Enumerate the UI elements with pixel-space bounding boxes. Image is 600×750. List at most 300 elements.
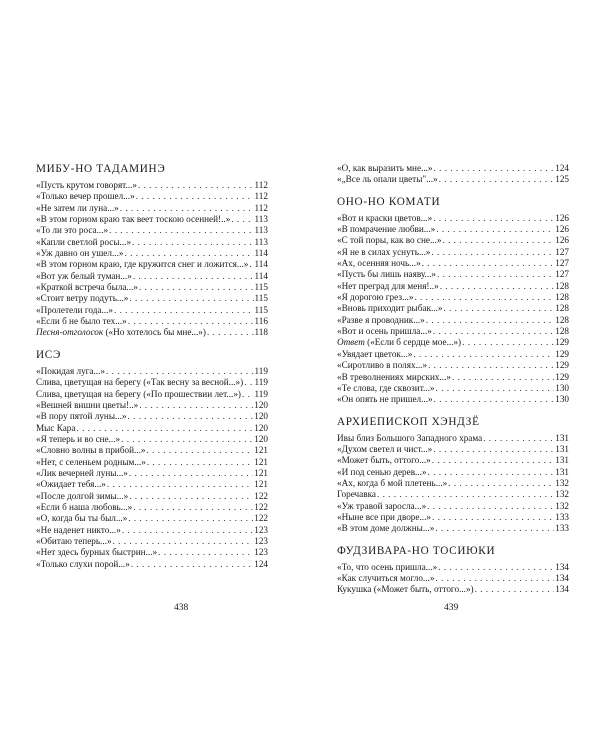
toc-entry-title bbox=[36, 559, 130, 570]
toc-entry-page: 127 bbox=[555, 246, 569, 257]
toc-entry-title bbox=[36, 259, 248, 270]
toc-entry-title bbox=[36, 468, 128, 479]
toc-entry bbox=[36, 237, 268, 248]
toc-entry bbox=[337, 394, 569, 405]
toc-entry-page: 122 bbox=[254, 501, 268, 512]
toc-entry-title-text: Кукушка («Может быть, оттого...») bbox=[337, 584, 474, 595]
dot-leader bbox=[436, 224, 554, 235]
toc-entry bbox=[337, 163, 569, 174]
toc-entry bbox=[36, 191, 268, 202]
dot-leader bbox=[128, 411, 254, 422]
dot-leader bbox=[431, 247, 554, 258]
toc-entry bbox=[36, 327, 268, 338]
dot-leader bbox=[249, 259, 253, 270]
toc-entry-title bbox=[36, 327, 206, 338]
dot-leader bbox=[133, 271, 254, 282]
toc-entry-title bbox=[337, 315, 425, 326]
toc-entry bbox=[36, 400, 268, 411]
toc-entry bbox=[337, 523, 569, 534]
toc-entry-title bbox=[36, 445, 146, 456]
toc-entry-title-text: «То, что осень пришла...» bbox=[337, 561, 438, 572]
dot-leader bbox=[133, 502, 253, 513]
toc-entry-page: 125 bbox=[555, 174, 569, 185]
toc-entry-title bbox=[36, 513, 127, 524]
toc-entry-title-text: «Духом светел и чист...» bbox=[337, 443, 433, 454]
dot-leader bbox=[433, 444, 554, 455]
toc-entry-page: 129 bbox=[555, 371, 569, 382]
toc-entry bbox=[36, 547, 268, 558]
dot-leader bbox=[414, 292, 554, 303]
dot-leader bbox=[207, 327, 254, 338]
toc-entry-title-text: «Стоит ветру подуть...» bbox=[36, 293, 129, 304]
toc-entry-title-text: «Может быть, оттого...» bbox=[337, 455, 431, 466]
toc-entry bbox=[36, 282, 268, 293]
toc-entry-title bbox=[337, 372, 451, 383]
toc-entry bbox=[337, 455, 569, 466]
toc-entry-page: 115 bbox=[254, 282, 268, 293]
dot-leader bbox=[432, 512, 554, 523]
dot-leader bbox=[462, 337, 554, 348]
toc-entry bbox=[337, 512, 569, 523]
toc-entry-page: 123 bbox=[254, 524, 268, 535]
toc-entry-page: 122 bbox=[254, 490, 268, 501]
toc-entry-title-text: «Ожидает тебя...» bbox=[36, 479, 106, 490]
toc-entry-page: 120 bbox=[254, 399, 268, 410]
toc-entry-page: 128 bbox=[555, 303, 569, 314]
toc-entry bbox=[36, 389, 268, 400]
dot-leader bbox=[244, 377, 253, 388]
toc-entry bbox=[36, 468, 268, 479]
toc-entry bbox=[36, 479, 268, 490]
toc-entry-title-italic: Песня-отголосок bbox=[36, 327, 104, 338]
dot-leader bbox=[442, 235, 554, 246]
dot-leader bbox=[428, 360, 554, 371]
section-heading: ИСЭ bbox=[36, 348, 62, 361]
toc-entry bbox=[337, 562, 569, 573]
toc-entry bbox=[337, 174, 569, 185]
toc-entry-title bbox=[36, 191, 135, 202]
dot-leader bbox=[147, 445, 254, 456]
toc-entry-title-text: «Капли светлой росы...» bbox=[36, 236, 132, 247]
toc-entry-title bbox=[36, 366, 105, 377]
toc-entry-page: 121 bbox=[254, 467, 268, 478]
dot-leader bbox=[426, 315, 554, 326]
toc-entry-title-text: «Словно волны в прибой...» bbox=[36, 445, 146, 456]
toc-entry-title-text: «Ах, когда б мой плетень...» bbox=[337, 477, 448, 488]
toc-entry-page: 133 bbox=[555, 523, 569, 534]
right-page-contents bbox=[337, 163, 569, 606]
dot-leader bbox=[122, 525, 253, 536]
toc-entry-page: 126 bbox=[555, 224, 569, 235]
toc-entry bbox=[337, 213, 569, 224]
toc-entry bbox=[36, 423, 268, 434]
toc-entry bbox=[337, 269, 569, 280]
dot-leader bbox=[483, 433, 554, 444]
dot-leader bbox=[106, 366, 254, 377]
toc-entry-page: 130 bbox=[555, 382, 569, 393]
toc-entry-page: 118 bbox=[254, 327, 268, 338]
toc-entry-title bbox=[36, 180, 137, 191]
toc-entry-title bbox=[337, 394, 433, 405]
toc-entry-title bbox=[36, 203, 119, 214]
toc-entry-title bbox=[36, 293, 128, 304]
toc-entry-title-text: «Пусть крутом говорят...» bbox=[36, 180, 137, 190]
toc-entry bbox=[36, 366, 268, 377]
toc-entry-title-text: «О, когда бы ты был...» bbox=[36, 513, 128, 524]
toc-entry-title bbox=[337, 235, 441, 246]
dot-leader bbox=[121, 434, 253, 445]
toc-entry-title bbox=[337, 326, 432, 337]
toc-entry-page: 123 bbox=[254, 547, 268, 558]
dot-leader bbox=[435, 523, 554, 534]
toc-entry-page: 129 bbox=[555, 337, 569, 348]
toc-entry-page: 128 bbox=[555, 326, 569, 337]
toc-entry-page: 126 bbox=[555, 212, 569, 223]
toc-entry bbox=[36, 180, 268, 191]
toc-entry-title bbox=[36, 214, 230, 225]
toc-entry bbox=[337, 433, 569, 444]
toc-entry-page: 130 bbox=[555, 394, 569, 405]
section-heading: ОНО-НО КОМАТИ bbox=[337, 195, 441, 208]
toc-entry bbox=[36, 457, 268, 468]
dot-leader bbox=[129, 293, 253, 304]
toc-entry-title-text: «Только вечер прошел...» bbox=[36, 191, 135, 202]
toc-entry bbox=[337, 372, 569, 383]
toc-entry bbox=[36, 559, 268, 570]
toc-entry-title-text: «После долгой зимы...» bbox=[36, 490, 129, 501]
toc-entry-page: 129 bbox=[555, 360, 569, 371]
toc-entry-title-text: «Покидая луга...» bbox=[36, 365, 105, 376]
toc-entry-page: 132 bbox=[555, 500, 569, 511]
toc-entry-title-text: «Я не в силах уснуть...» bbox=[337, 246, 431, 257]
toc-entry-title bbox=[337, 349, 412, 360]
toc-entry-title bbox=[36, 377, 243, 388]
dot-leader bbox=[158, 547, 253, 558]
dot-leader bbox=[107, 479, 253, 490]
page-number-left: 438 bbox=[174, 603, 189, 613]
toc-entry bbox=[36, 271, 268, 282]
toc-entry-page: 115 bbox=[254, 293, 268, 304]
toc-entry-title bbox=[337, 573, 434, 584]
toc-entry-title-text: «В этом доме должны...» bbox=[337, 523, 435, 534]
toc-entry-title-text: «Не затем ли луна...» bbox=[36, 202, 119, 213]
toc-entry-title-text: «Вот и осень пришла...» bbox=[337, 326, 432, 337]
toc-section bbox=[36, 163, 268, 339]
toc-entry-title-text: «В треволнениях мирских...» bbox=[337, 371, 451, 382]
toc-entry-title bbox=[337, 512, 431, 523]
dot-leader bbox=[434, 163, 555, 174]
toc-entry-title bbox=[337, 383, 435, 394]
dot-leader bbox=[109, 225, 253, 236]
toc-entry bbox=[337, 478, 569, 489]
toc-entry-title bbox=[36, 536, 112, 547]
toc-entry-title bbox=[337, 501, 426, 512]
toc-entry-title-text: «Разве я проводник...» bbox=[337, 314, 425, 325]
toc-entry bbox=[36, 502, 268, 513]
dot-leader bbox=[113, 536, 254, 547]
toc-entry bbox=[337, 258, 569, 269]
section-heading: МИБУ-НО ТАДАМИНЭ bbox=[36, 163, 166, 175]
toc-entry bbox=[337, 247, 569, 258]
toc-entry-title bbox=[337, 258, 421, 269]
toc-entry bbox=[337, 467, 569, 478]
toc-entry bbox=[337, 360, 569, 371]
toc-entry-title bbox=[36, 491, 128, 502]
toc-entry bbox=[36, 491, 268, 502]
toc-entry bbox=[36, 214, 268, 225]
toc-entry-title-text: «Как случиться могло...» bbox=[337, 572, 435, 583]
toc-entry-page: 119 bbox=[254, 388, 268, 399]
toc-entry-title-text: «То ли это роса...» bbox=[36, 225, 109, 236]
dot-leader bbox=[147, 457, 253, 468]
toc-entry-title-text: «Вот уж белый туман...» bbox=[36, 270, 132, 281]
dot-leader bbox=[124, 248, 253, 259]
toc-entry-title-text: Ивы близ Большого Западного храма bbox=[337, 432, 483, 443]
toc-entry-page: 119 bbox=[254, 377, 268, 388]
toc-entry bbox=[36, 248, 268, 259]
toc-entry-title-text: «Те слова, где сквозит...» bbox=[337, 382, 435, 393]
toc-entry-title-text: «И под сенью дерев...» bbox=[337, 466, 427, 477]
toc-entry bbox=[337, 303, 569, 314]
dot-leader bbox=[138, 180, 254, 191]
toc-section bbox=[36, 349, 268, 570]
toc-entry-title bbox=[36, 502, 132, 513]
toc-entry bbox=[337, 235, 569, 246]
toc-entry-page: 114 bbox=[254, 270, 268, 281]
toc-entry bbox=[337, 337, 569, 348]
toc-entry-page: 113 bbox=[254, 214, 268, 225]
toc-entry bbox=[337, 326, 569, 337]
toc-entry-title-text: «Вновь приходит рыбак...» bbox=[337, 303, 443, 314]
toc-entry-title-text: «Я теперь и во сне...» bbox=[36, 433, 121, 444]
toc-entry bbox=[36, 445, 268, 456]
toc-entry-title-text: «В помрачение любви...» bbox=[337, 224, 436, 235]
toc-entry-title-text: «Только слухи порой...» bbox=[36, 558, 130, 569]
dot-leader bbox=[131, 559, 253, 570]
toc-entry-title-text: («Но хотелось бы мне...») bbox=[103, 327, 206, 338]
dot-leader bbox=[139, 282, 254, 293]
dot-leader bbox=[242, 389, 254, 400]
dot-leader bbox=[438, 562, 554, 573]
toc-entry-page: 131 bbox=[555, 455, 569, 466]
toc-section bbox=[337, 545, 569, 596]
toc-entry-title-text: «Если б наша любовь...» bbox=[36, 501, 133, 512]
toc-entry bbox=[337, 315, 569, 326]
toc-entry-title bbox=[337, 444, 432, 455]
dot-leader bbox=[440, 281, 555, 292]
toc-entry-page: 122 bbox=[254, 513, 268, 524]
section-heading: ФУДЗИВАРА-НО ТОСИЮКИ bbox=[337, 544, 496, 557]
section-heading: АРХИЕПИСКОП ХЭНДЗЁ bbox=[337, 415, 480, 428]
toc-entry-page: 121 bbox=[254, 445, 268, 456]
dot-leader bbox=[432, 455, 554, 466]
dot-leader bbox=[413, 349, 554, 360]
dot-leader bbox=[139, 400, 253, 411]
toc-entry-page: 120 bbox=[254, 433, 268, 444]
dot-leader bbox=[443, 303, 554, 314]
toc-entry-title bbox=[337, 433, 482, 444]
toc-entry-page: 113 bbox=[254, 225, 268, 236]
toc-section bbox=[337, 163, 569, 186]
toc-entry-title bbox=[337, 174, 438, 185]
toc-entry-title bbox=[337, 489, 376, 500]
toc-entry-title bbox=[337, 224, 435, 235]
toc-entry bbox=[36, 293, 268, 304]
toc-entry-page: 112 bbox=[254, 202, 268, 213]
toc-entry bbox=[36, 225, 268, 236]
dot-leader bbox=[129, 491, 253, 502]
toc-entry-title-italic: Ответ bbox=[337, 337, 365, 348]
toc-entry-page: 134 bbox=[555, 584, 569, 595]
toc-entry-title bbox=[36, 479, 106, 490]
toc-entry-title bbox=[36, 434, 120, 445]
toc-entry bbox=[36, 316, 268, 327]
toc-entry-title-text: «Обитаю теперь...» bbox=[36, 535, 112, 546]
toc-entry-title-text: «С той поры, как во сне...» bbox=[337, 235, 442, 246]
toc-entry-title bbox=[36, 225, 108, 236]
toc-entry-page: 128 bbox=[555, 314, 569, 325]
page-number-right: 439 bbox=[444, 603, 459, 613]
dot-leader bbox=[433, 326, 554, 337]
toc-entry-title bbox=[337, 523, 434, 534]
toc-entry-page: 128 bbox=[555, 280, 569, 291]
toc-entry-title bbox=[337, 163, 433, 174]
toc-entry-title bbox=[337, 292, 413, 303]
toc-entry-title bbox=[36, 411, 127, 422]
toc-entry-title-text: «Ах, осенняя ночь...» bbox=[337, 258, 421, 269]
toc-entry-title bbox=[337, 467, 427, 478]
dot-leader bbox=[128, 316, 254, 327]
toc-entry-title bbox=[337, 213, 432, 224]
dot-leader bbox=[231, 214, 253, 225]
toc-entry-title-text: «Ныне все при дворе...» bbox=[337, 511, 431, 522]
dot-leader bbox=[452, 372, 554, 383]
toc-entry-title-text: «Если б не было тех...» bbox=[36, 316, 127, 327]
toc-entry-title-text: «Пролетели года...» bbox=[36, 304, 113, 315]
dot-leader bbox=[436, 383, 555, 394]
toc-entry bbox=[337, 489, 569, 500]
toc-entry bbox=[337, 584, 569, 595]
toc-entry-title bbox=[36, 271, 132, 282]
toc-entry-title-text: «Не наденет никто...» bbox=[36, 524, 121, 535]
toc-entry-page: 114 bbox=[254, 248, 268, 259]
toc-entry bbox=[36, 259, 268, 270]
toc-entry-title bbox=[36, 547, 157, 558]
toc-entry-title-text: «Уж давно он ушел...» bbox=[36, 248, 124, 259]
toc-entry-title bbox=[337, 360, 427, 371]
dot-leader bbox=[422, 258, 555, 269]
toc-entry bbox=[337, 292, 569, 303]
toc-entry bbox=[36, 434, 268, 445]
toc-entry bbox=[337, 224, 569, 235]
toc-entry-title-text: («Если б сердце мое...») bbox=[364, 337, 462, 348]
toc-entry-page: 121 bbox=[254, 479, 268, 490]
toc-entry-title bbox=[337, 337, 461, 348]
toc-entry bbox=[36, 536, 268, 547]
toc-entry bbox=[36, 411, 268, 422]
toc-entry-title bbox=[36, 389, 241, 400]
toc-entry-title bbox=[337, 303, 442, 314]
toc-entry bbox=[36, 513, 268, 524]
toc-entry-page: 112 bbox=[254, 180, 268, 190]
dot-leader bbox=[475, 584, 555, 595]
toc-entry-page: 120 bbox=[254, 422, 268, 433]
toc-entry-page: 134 bbox=[555, 561, 569, 572]
toc-entry-title bbox=[337, 584, 474, 595]
toc-entry-title-text: «Уж травой заросла...» bbox=[337, 500, 427, 511]
dot-leader bbox=[129, 468, 253, 479]
toc-entry bbox=[36, 203, 268, 214]
dot-leader bbox=[114, 305, 254, 316]
toc-entry-title-text: «Лик вечерней луны...» bbox=[36, 467, 128, 478]
toc-entry-title-text: «Сиротливо в полях...» bbox=[337, 360, 428, 371]
dot-leader bbox=[136, 191, 254, 202]
toc-entry-title bbox=[36, 457, 146, 468]
toc-entry-title-text: «Нет преград для меня!..» bbox=[337, 280, 439, 291]
toc-entry-title bbox=[36, 400, 138, 411]
toc-entry-title bbox=[36, 423, 75, 434]
toc-entry-title-text: «Нет, с селеньем родным...» bbox=[36, 456, 146, 467]
toc-entry bbox=[337, 383, 569, 394]
toc-entry-page: 124 bbox=[254, 558, 268, 569]
toc-entry-page: 134 bbox=[555, 572, 569, 583]
toc-entry-page: 124 bbox=[555, 163, 569, 173]
toc-entry-page: 116 bbox=[254, 316, 268, 327]
toc-entry-title-text: «Я дорогою грез...» bbox=[337, 292, 414, 303]
toc-entry-page: 123 bbox=[254, 535, 268, 546]
toc-entry-title bbox=[36, 282, 138, 293]
toc-entry-page: 119 bbox=[254, 365, 268, 376]
dot-leader bbox=[435, 573, 554, 584]
toc-entry-page: 126 bbox=[555, 235, 569, 246]
toc-entry-page: 131 bbox=[555, 443, 569, 454]
toc-entry-page: 131 bbox=[555, 466, 569, 477]
dot-leader bbox=[437, 269, 554, 280]
toc-entry-title bbox=[337, 269, 436, 280]
toc-entry-page: 131 bbox=[555, 432, 569, 443]
toc-entry bbox=[337, 501, 569, 512]
dot-leader bbox=[434, 394, 555, 405]
dot-leader bbox=[128, 513, 253, 524]
dot-leader bbox=[427, 501, 554, 512]
toc-entry-title-text: «В пору пятой луны...» bbox=[36, 411, 127, 422]
toc-section bbox=[337, 416, 569, 535]
toc-entry-page: 112 bbox=[254, 191, 268, 202]
dot-leader bbox=[448, 478, 554, 489]
dot-leader bbox=[76, 423, 253, 434]
dot-leader bbox=[433, 213, 554, 224]
toc-entry-title-text: «Нет здесь бурных быстрин...» bbox=[36, 547, 158, 558]
toc-entry-page: 115 bbox=[254, 304, 268, 315]
toc-entry-title bbox=[337, 455, 431, 466]
toc-entry-title bbox=[36, 305, 113, 316]
toc-entry bbox=[337, 281, 569, 292]
toc-entry bbox=[36, 525, 268, 536]
toc-entry-page: 127 bbox=[555, 258, 569, 269]
toc-entry-page: 120 bbox=[254, 411, 268, 422]
toc-entry-page: 128 bbox=[555, 292, 569, 303]
toc-entry bbox=[36, 377, 268, 388]
toc-entry-title bbox=[337, 247, 430, 258]
toc-entry-title-text: «О, как выразить мне...» bbox=[337, 163, 433, 173]
dot-leader bbox=[132, 237, 254, 248]
toc-entry-title-text: «Вешней вишни цветы!..» bbox=[36, 399, 139, 410]
dot-leader bbox=[428, 467, 555, 478]
toc-entry-title-text: «Увядает цветок...» bbox=[337, 348, 413, 359]
toc-section bbox=[337, 196, 569, 406]
toc-entry-page: 133 bbox=[555, 511, 569, 522]
toc-entry-page: 129 bbox=[555, 348, 569, 359]
